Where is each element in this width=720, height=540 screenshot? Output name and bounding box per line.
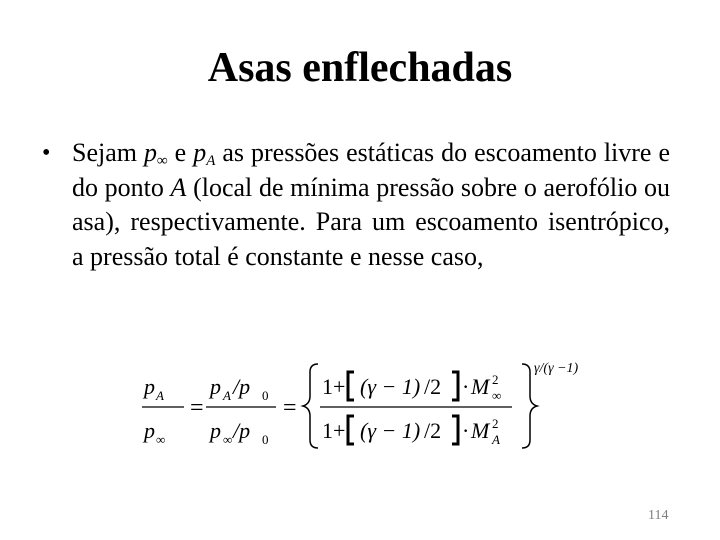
para-text-4: (local de mínima pressão sobre o aerofólio ou asa), respectivamente. Para um escoamento isentrópico, a pressão total é constante e nesse caso, xyxy=(72,172,670,271)
formula-svg xyxy=(140,358,600,450)
lhs-num-p: p xyxy=(144,374,155,399)
rhs-den-sup: 2 xyxy=(492,416,499,431)
bullet-paragraph xyxy=(72,136,670,274)
mid-num-rest: /p xyxy=(233,374,251,399)
rhs-num-1plus: 1+ xyxy=(322,374,346,399)
den-left-bracket-icon xyxy=(348,416,354,444)
rhs-den-dot: · xyxy=(462,418,470,443)
exponent: γ/(γ −1) xyxy=(534,361,579,376)
mid-den-sub2: 0 xyxy=(262,432,269,447)
rhs-num-dot: · xyxy=(462,374,470,399)
num-left-bracket-icon xyxy=(348,372,354,400)
rhs-den-half: /2 xyxy=(424,418,442,443)
rhs-num-M: M xyxy=(471,374,490,399)
left-brace-icon xyxy=(303,364,318,448)
rhs-den-gamma: (γ − 1) xyxy=(360,418,421,443)
right-brace-icon xyxy=(522,364,537,448)
bullet-icon: • xyxy=(42,140,51,166)
equals-2: = xyxy=(283,395,297,421)
para-text-3: as pressões estáticas do escoamento livre e do ponto xyxy=(72,138,670,202)
point-a-symbol: A xyxy=(170,172,187,202)
den-right-bracket-icon xyxy=(452,416,458,444)
lhs-den-p: p xyxy=(144,418,155,443)
page-number: 114 xyxy=(648,508,669,523)
p-inf-symbol: $p_\infty$ xyxy=(143,138,168,169)
para-text-1: Sejam xyxy=(72,138,144,167)
rhs-den-1plus: 1+ xyxy=(322,418,346,443)
equals-1: = xyxy=(190,395,204,421)
num-right-bracket-icon xyxy=(452,372,458,400)
rhs-num-gamma: (γ − 1) xyxy=(360,374,421,399)
p-a-symbol: $p_A$ xyxy=(193,138,216,169)
slide-title: Asas enflechadas xyxy=(207,45,513,91)
rhs-num-sub: ∞ xyxy=(492,388,502,403)
mid-den-sub: ∞ xyxy=(223,432,233,447)
mid-num-sub2: 0 xyxy=(262,388,269,403)
rhs-den-M: M xyxy=(471,418,490,443)
mid-num-p: p xyxy=(210,374,221,399)
mid-den-rest: /p xyxy=(233,418,251,443)
mid-den-p: p xyxy=(210,418,221,443)
rhs-den-sub: A xyxy=(492,432,500,447)
pressure-ratio-formula xyxy=(140,358,600,450)
mid-num-sub: A xyxy=(223,388,231,403)
para-text-2: e xyxy=(167,138,194,167)
lhs-num-sub: A xyxy=(156,388,164,403)
rhs-num-half: /2 xyxy=(424,374,442,399)
lhs-den-sub: ∞ xyxy=(156,432,166,447)
rhs-num-sup: 2 xyxy=(492,372,499,387)
